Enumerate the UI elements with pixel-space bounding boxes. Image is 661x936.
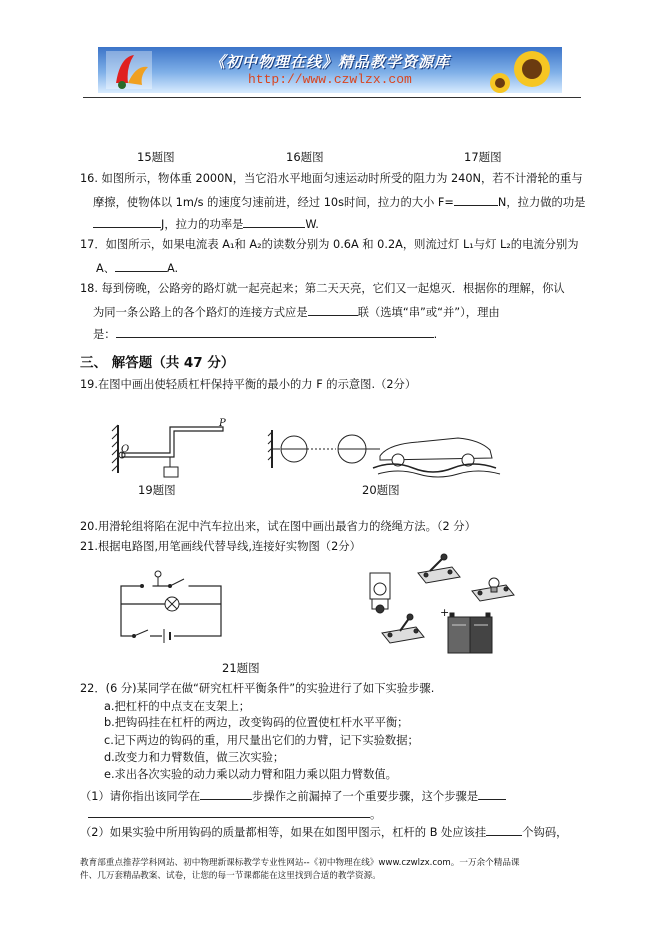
q16-text-c: J，拉力的功率是: [161, 218, 244, 231]
caption-16: 16题图: [286, 150, 324, 164]
q22-blank-missing-step[interactable]: [88, 806, 370, 818]
q16-line3: [93, 216, 319, 232]
q19-text: 19.在图中画出使轻质杠杆保持平衡的最小的力 F 的示意图.（2分）: [80, 378, 417, 391]
q21-text: 21.根据电路图,用笔画线代替导线,连接好实物图（2分）: [80, 540, 361, 553]
q18-blank-type[interactable]: [308, 304, 358, 316]
q22-intro: 22．(6 分)某同学在做“研究杠杆平衡条件”的实验进行了如下实验步骤.: [80, 682, 435, 695]
q17-text-a: A、: [96, 262, 116, 275]
q16-text-a: 摩擦，使物体以 1m/s 的速度匀速前进，经过 10s时间，拉力的大小 F=: [93, 196, 454, 209]
label-o: O: [121, 444, 130, 455]
q18-text-c: 是：: [93, 328, 116, 341]
q17-text-b: A.: [167, 262, 179, 275]
q22-p2-text-a: （2）如果实验中所用钩码的质量都相等，如果在如图甲图示，杠杆的 B 处应该挂: [80, 826, 487, 839]
q22-p1-end: 。: [370, 808, 382, 821]
q18-line1: 18. 每到傍晚，公路旁的路灯就一起亮起来；第二天天亮，它们又一起熄灭．根据你的理解，你认: [80, 282, 565, 295]
q17-line2: [96, 260, 178, 276]
q22-p1-text-a: （1）请你指出该同学在: [80, 790, 201, 803]
q18-line2: [93, 304, 500, 320]
sunflower-icon: [492, 47, 562, 93]
switch-bottom: [382, 614, 424, 643]
footer-line2: 件、几万套精品教案、试卷，让您的每一节课都能在这里找到合适的教学资源。: [80, 871, 381, 881]
q18-text-a: 为同一条公路上的各个路灯的连接方式应是: [93, 306, 308, 319]
bulb: [472, 578, 514, 601]
q22-p2-text-b: 个钩码，: [522, 826, 568, 839]
pulley-car-diagram: [268, 424, 508, 484]
q22-step-d: d.改变力和力臂数值，做三次实验；: [104, 751, 285, 764]
q22-step-b: b.把钩码挂在杠杆的两边，改变钩码的位置使杠杆水平平衡；: [104, 716, 409, 729]
caption-20: 20题图: [362, 483, 400, 497]
q22-part1-line2: [88, 806, 381, 822]
label-p: P: [219, 418, 226, 429]
q22-blank-missing-start[interactable]: [478, 788, 506, 800]
caption-19: 19题图: [138, 483, 176, 497]
section-3-title: 三、 解答题（共 47 分）: [80, 355, 235, 371]
q16-line1: 16. 如图所示，物体重 2000N，当它沿水平地面匀速运动时所受的阻力为 240N，若不计滑轮的重与: [80, 172, 583, 185]
header-banner: [98, 47, 562, 93]
header-url[interactable]: http://www.czwlzx.com: [248, 72, 412, 87]
caption-17: 17题图: [464, 150, 502, 164]
q16-text-b: N，拉力做的功是: [497, 196, 586, 209]
footer-line1: 教育部重点推荐学科网站、初中物理新课标教学专业性网站--《初中物理在线》www.czwlzx.com。一万余个精品课: [80, 858, 520, 868]
circuit-diagram: [118, 568, 228, 643]
q17-blank-l2[interactable]: [115, 260, 167, 272]
q22-step-e: e.求出各次实验的动力乘以动力臂和阻力乘以阻力臂数值。: [104, 768, 397, 781]
q22-step-a: a.把杠杆的中点支在支架上；: [104, 700, 251, 713]
q16-blank-power[interactable]: [243, 216, 305, 228]
q22-p1-text-b: 步操作之前漏掉了一个重要步骤，这个步骤是: [252, 790, 479, 803]
q22-blank-step[interactable]: [200, 788, 252, 800]
header-rule: [83, 97, 581, 98]
q22-step-c: c.记下两边的钩码的重，用尺量出它们的力臂，记下实验数据；: [104, 734, 419, 747]
caption-15: 15题图: [137, 150, 175, 164]
q20-text: 20.用滑轮组将陷在泥中汽车拉出来，试在图中画出最省力的绕绳方法。（2 分）: [80, 520, 476, 533]
logo-icon: [102, 47, 162, 93]
q18-text-d: .: [433, 328, 438, 341]
q22-part2: [80, 824, 567, 840]
ammeter: [370, 573, 390, 613]
q16-line2: [93, 194, 585, 210]
battery-plus-label: +: [440, 606, 450, 619]
q18-text-b: 联（选填“串”或“并”），理由: [357, 306, 500, 319]
lever-diagram: [110, 415, 250, 490]
q22-blank-hooks[interactable]: [486, 824, 522, 836]
q16-text-d: W.: [305, 218, 319, 231]
components-picture: [360, 545, 530, 660]
q18-line3: [93, 326, 437, 342]
battery: [448, 613, 492, 653]
q17-line1: 17．如图所示，如果电流表 A₁和 A₂的读数分别为 0.6A 和 0.2A，则流过灯 L₁与灯 L₂的电流分别为: [80, 238, 579, 251]
switch-top: [418, 554, 460, 583]
q18-blank-reason[interactable]: [116, 326, 434, 338]
q16-blank-force[interactable]: [454, 194, 498, 206]
caption-21: 21题图: [222, 661, 260, 675]
q16-blank-work[interactable]: [93, 216, 161, 228]
q22-part1-line1: [80, 788, 506, 804]
header-title: 《初中物理在线》精品教学资源库: [210, 53, 451, 71]
